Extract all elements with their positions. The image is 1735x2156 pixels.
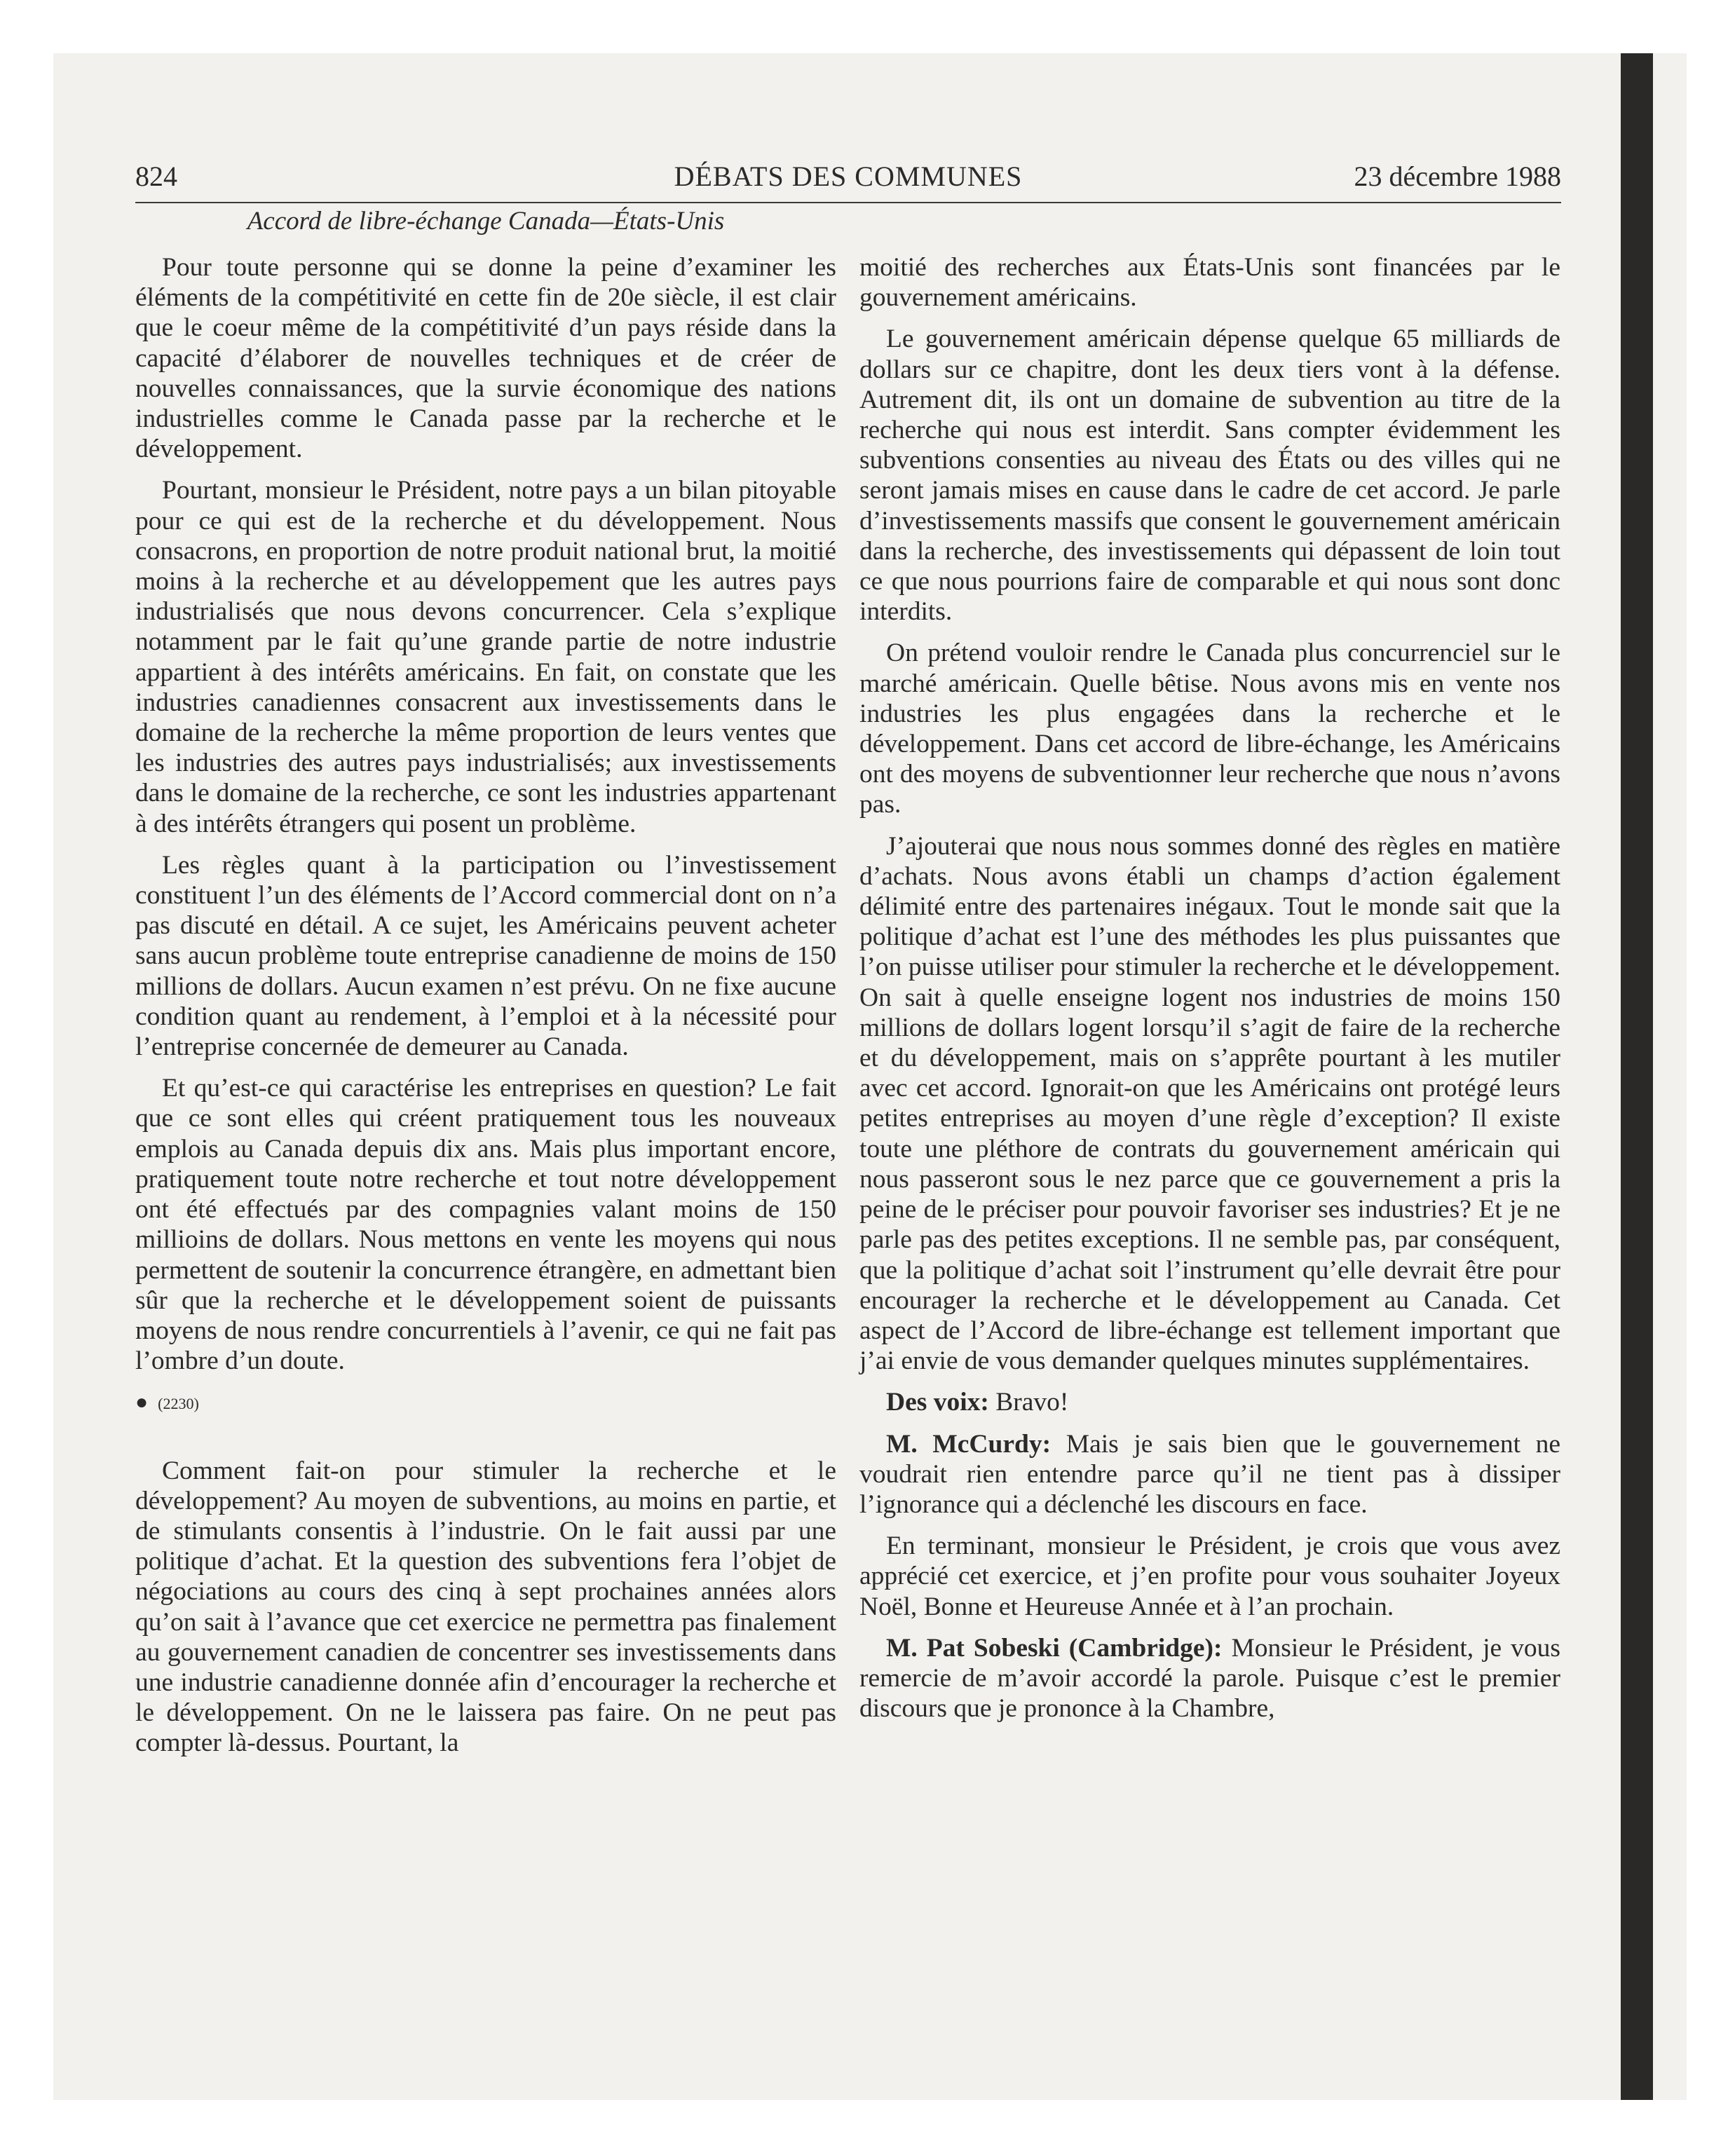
speech-text: Mais je sais bien que le gouvernement ne voudrait rien entendre parce qu’il ne tient pas à dissiper l’ignorance qui a déclenché les discours en face. [859,1429,1560,1519]
speech-paragraph [859,1387,1560,1417]
page-number: 824 [135,161,177,192]
page-header [135,160,1561,203]
section-subtitle: Accord de libre-échange Canada—États-Unis [247,207,725,236]
paragraph: J’ajouterai que nous nous sommes donné des règles en matière d’achats. Nous avons établi un champs d’action également délimité entre des partenaires inégaux. Tout le monde sait que la politique d’achat est l’une des méthodes les plus puissantes que l’on puisse utiliser pour stimuler la recherche et le développement. On sait à quelle enseigne logent nos industries de moins 150 millions de dollars logent lorsqu’il s’agit de faire de la recherche et du développement, mais on s’apprête pourtant à les mutiler avec cet accord. Ignorait-on que les Américains ont protégé leurs petites entreprises au moyen d’une règle d’exception? Il existe toute une pléthore de contrats du gouvernement américain qui nous passeront sous le nez parce que ce gouvernement a pris la peine de le préciser pour pouvoir favoriser ses industries? Et je ne parle pas des petites exceptions. Il ne semble pas, par conséquent, que la politique d’achat soit l’instrument qu’elle devrait être pour encourager la recherche et le développement au Canada. Cet aspect de l’Accord de libre-échange est tellement important que j’ai envie de vous demander quelques minutes supplémentaires. [859,831,1560,1376]
time-marker-label: (2230) [158,1395,199,1413]
paragraph: moitié des recherches aux États-Unis sont financées par le gouvernement américains. [859,253,1560,313]
paragraph: On prétend vouloir rendre le Canada plus concurrenciel sur le marché américain. Quelle bêtise. Nous avons mis en vente nos industries les plus engagées dans la recherche et le développement. Dans cet accord de libre-échange, les Américains ont des moyens de subventionner leur recherche que nous n’avons pas. [859,639,1560,819]
speech-text: Bravo! [988,1388,1069,1417]
paragraph: Pourtant, monsieur le Président, notre pays a un bilan pitoyable pour ce qui est de la recherche et du développement. Nous consacrons, en proportion de notre produit national brut, la moitié moins à la recherche et au développement que les autres pays industrialisés que nous devons concurrencer. Cela s’explique notamment par le fait qu’une grande partie de notre industrie appartient à des intérêts américains. En fait, on constate que les industries canadiennes consacrent aux investissements dans le domaine de la recherche la même proportion de leurs ventes que les industries des autres pays industrialisés; aux investissements dans le domaine de la recherche, ce sont les industries appartenant à des intérêts étrangers qui posent un problème. [135,476,836,838]
paragraph: En terminant, monsieur le Président, je crois que vous avez apprécié cet exercice, et j’en profite pour vous souhaiter Joyeux Noël, Bonne et Heureuse Année et à l’an prochain. [859,1531,1560,1621]
publication-title: DÉBATS DES COMMUNES [674,161,1023,192]
paragraph: Et qu’est-ce qui caractérise les entreprises en question? Le fait que ce sont elles qui créent pratiquement tous les nouveaux emplois au Canada depuis dix ans. Mais plus important encore, pratiquement toute notre recherche et tout notre développement ont été effectués par des compagnies valant moins de 150 millioins de dollars. Nous mettons en vente les moyens qui nous permettent de soutenir la concurrence étrangère, en admettant bien sûr que la recherche et le développement soient de puissants moyens de nous rendre concurrentiels à l’avenir, ce qui ne fait pas l’ombre d’un doute. [135,1074,836,1376]
time-marker [135,1387,836,1419]
speech-paragraph [859,1633,1560,1724]
speaker-name: Des voix: [886,1388,989,1417]
right-column [859,252,1560,1735]
speaker-name: M. Pat Sobeski (Cambridge): [886,1633,1223,1663]
header-date: 23 décembre 1988 [1354,161,1561,192]
bullet-icon: ● [135,1391,149,1414]
left-column [135,252,836,1770]
speech-paragraph [859,1429,1560,1520]
paragraph: Comment fait-on pour stimuler la recherche et le développement? Au moyen de subventions, au moins en partie, et de stimulants consentis à l’industrie. On le fait aussi par une politique d’achat. Et la question des subventions fera l’objet de négociations au cours des cinq à sept prochaines années alors qu’on sait à l’avance que cet exercice ne permettra pas finalement au gouvernement canadien de concentrer ses investissements dans une industrie canadienne donnée afin d’encourager la recherche et le développement. On ne le laissera pas faire. On ne peut pas compter là-dessus. Pourtant, la [135,1456,836,1758]
paragraph: Le gouvernement américain dépense quelque 65 milliards de dollars sur ce chapitre, dont les deux tiers vont à la défense. Autrement dit, ils ont un domaine de subvention au titre de la recherche qui nous est interdit. Sans compter évidemment les subventions consenties au niveau des États ou des villes qui ne seront jamais mises en cause dans le cadre de cet accord. Je parle d’investissements massifs que consent le gouvernement américain dans la recherche, des investissements qui dépassent de loin tout ce que nous pourrions faire de comparable et qui nous sont donc interdits. [859,325,1560,627]
speaker-name: M. McCurdy: [886,1429,1052,1459]
scan-edge-shadow [1621,53,1653,2100]
paragraph: Les règles quant à la participation ou l’investissement constituent l’un des éléments de l’Accord commercial dont on n’a pas discuté en détail. A ce sujet, les Américains peuvent acheter sans aucun problème toute entreprise canadienne de moins de 150 millions de dollars. Aucun examen n’est prévu. On ne fixe aucune condition quant au rendement, à l’emploi et à la nécessité pour l’entreprise concernée de demeurer au Canada. [135,850,836,1062]
speech-text: Monsieur le Président, je vous remercie de m’avoir accordé la parole. Puisque c’est le premier discours que je prononce à la Chambre, [859,1633,1560,1724]
paragraph: Pour toute personne qui se donne la peine d’examiner les éléments de la compétitivité en cette fin de 20e siècle, il est clair que le coeur même de la compétitivité d’un pays réside dans la capacité d’élaborer de nouvelles techniques et de créer de nouvelles connaissances, que la survie économique des nations industrielles comme le Canada passe par la recherche et le développement. [135,253,836,464]
